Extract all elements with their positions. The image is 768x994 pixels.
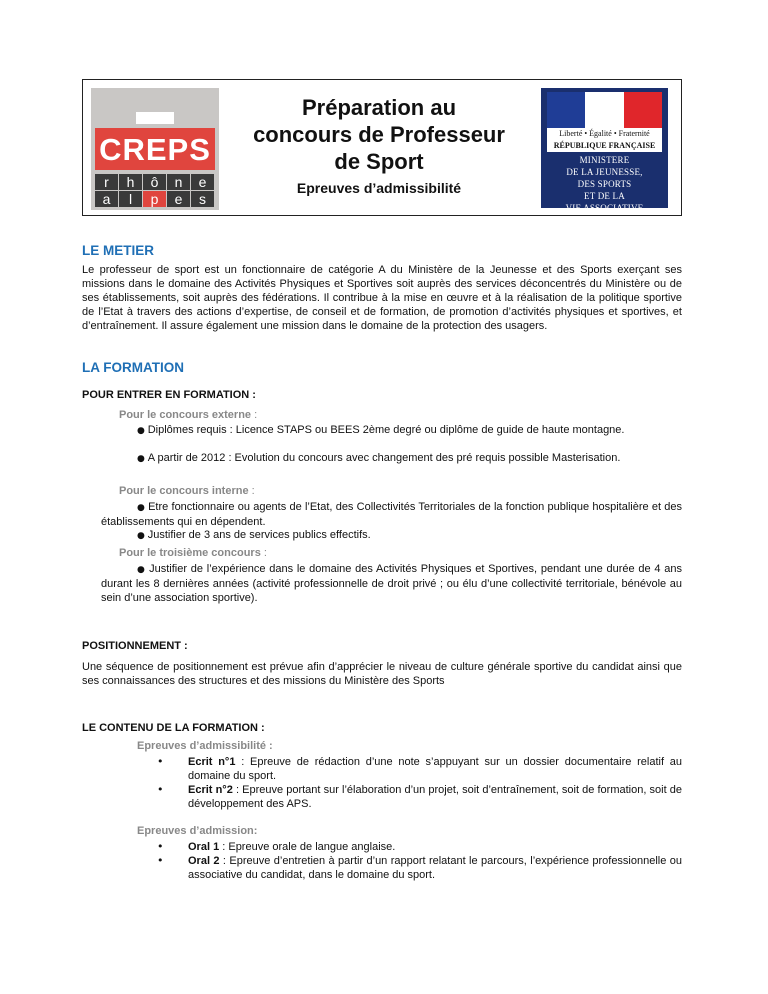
externe-item: ● A partir de 2012 : Evolution du concours avec changement des pré requis possible Masterisation. <box>137 452 621 464</box>
troisieme-item: ● Justifier de l’expérience dans le domaine des Activités Physiques et Sportives, pendant une durée de 4 ans durant les 8 dernières années (activité professionnelle de droit privé ; ou élu d’une collectivité territoriale, bénévole au sein d’une association sportive). <box>101 563 682 604</box>
metier-paragraph: Le professeur de sport est un fonctionnaire de catégorie A du Ministère de la Jeunesse et des Sports exerçant ses missions dans le domaine des Activités Physiques et Sportives soit auprès des services déconcentrés du Ministère ou de ses établissements, soit auprès des fédérations. Il contribue à la mise en œuvre et à la réalisation de la politique sportive de l’Etat à travers des actions d’expertise, de conseil et de formation, de promotion d’activités physiques et sportives, et d’entraînement. Il assure également une mission dans le domaine de la protection des usagers. <box>82 264 682 332</box>
logo-letter: l <box>119 191 142 207</box>
ministry-line: DES SPORTS <box>577 179 632 189</box>
section-heading-formation: LA FORMATION <box>82 360 184 375</box>
interne-item: ● Justifier de 3 ans de services publics effectifs. <box>137 529 371 541</box>
positionnement-paragraph: Une séquence de positionnement est prévue afin d’apprécier le niveau de culture générale sportive du candidat ainsi que ses connaissances des structures et des missions du Ministère des Sports <box>82 661 682 687</box>
admission-item: • Oral 2 : Epreuve d’entretien à partir d’un rapport relatant le parcours, l’expérience professionnelle ou associative du candidat, dans le domaine du sport. <box>157 854 682 881</box>
republic-text: RÉPUBLIQUE FRANÇAISE <box>553 141 656 150</box>
logo-letter: s <box>191 191 214 207</box>
section-heading-metier: LE METIER <box>82 243 155 258</box>
logo-letter: n <box>167 174 190 190</box>
logo-letter: p <box>143 191 166 207</box>
logo-letter: e <box>191 174 214 190</box>
ministry-logo <box>541 88 668 213</box>
interne-item: ● Etre fonctionnaire ou agents de l’Etat, des Collectivités Territoriales de la fonction publique hospitalière et des établissements qui en dépendent. <box>101 501 683 528</box>
admissibilite-item: • Ecrit n°2 : Epreuve portant sur l’élaboration d’un projet, soit d’entraînement, soit de formation, soit de développement des APS. <box>157 783 683 810</box>
entrer-formation-heading: POUR ENTRER EN FORMATION : <box>82 389 256 401</box>
contenu-heading: LE CONTENU DE LA FORMATION : <box>82 722 265 734</box>
logo-letter-grid <box>95 174 215 208</box>
motto-text: Liberté • Égalité • Fraternité <box>559 129 650 138</box>
logo-row-rhone <box>95 174 215 191</box>
logo-row-alpes <box>95 191 215 208</box>
logo-letter: h <box>119 174 142 190</box>
logo-letter: r <box>95 174 118 190</box>
marianne-flag-icon <box>547 92 662 128</box>
ministry-motto <box>547 128 662 152</box>
title-line: Préparation au <box>301 95 457 120</box>
admissibilite-label: Epreuves d’admissibilité : <box>137 740 273 752</box>
admission-label: Epreuves d’admission: <box>137 825 258 837</box>
ministry-line: VIE ASSOCIATIVE <box>565 203 644 213</box>
admissibilite-item: • Ecrit n°1 : Epreuve de rédaction d’une note s’appuyant sur un dossier documentaire relatif au domaine du sport. <box>157 755 682 782</box>
admission-item: • Oral 1 : Epreuve orale de langue anglaise. <box>157 840 396 853</box>
logo-creps-word: CREPS <box>99 132 211 167</box>
title-line: concours de Professeur <box>253 122 505 147</box>
creps-rhone-alpes-logo <box>91 88 219 210</box>
header-box <box>82 79 682 216</box>
positionnement-heading: POSITIONNEMENT : <box>82 640 188 652</box>
troisieme-label: Pour le troisième concours : <box>119 547 267 559</box>
ministry-line: ET DE LA <box>584 191 625 201</box>
ministry-line: DE LA JEUNESSE, <box>566 167 643 177</box>
externe-label: Pour le concours externe : <box>119 409 258 421</box>
interne-label: Pour le concours interne : <box>119 485 255 497</box>
logo-letter: ô <box>143 174 166 190</box>
document-title <box>231 94 527 175</box>
logo-white-bar <box>136 112 174 124</box>
logo-letter: e <box>167 191 190 207</box>
ministry-line: MINISTERE <box>579 155 630 165</box>
title-line: de Sport <box>334 149 424 174</box>
externe-item: ● Diplômes requis : Licence STAPS ou BEES 2ème degré ou diplôme de guide de haute montagne. <box>137 424 625 436</box>
logo-letter: a <box>95 191 118 207</box>
ministry-name <box>545 154 664 214</box>
document-subtitle: Epreuves d’admissibilité <box>296 180 462 196</box>
